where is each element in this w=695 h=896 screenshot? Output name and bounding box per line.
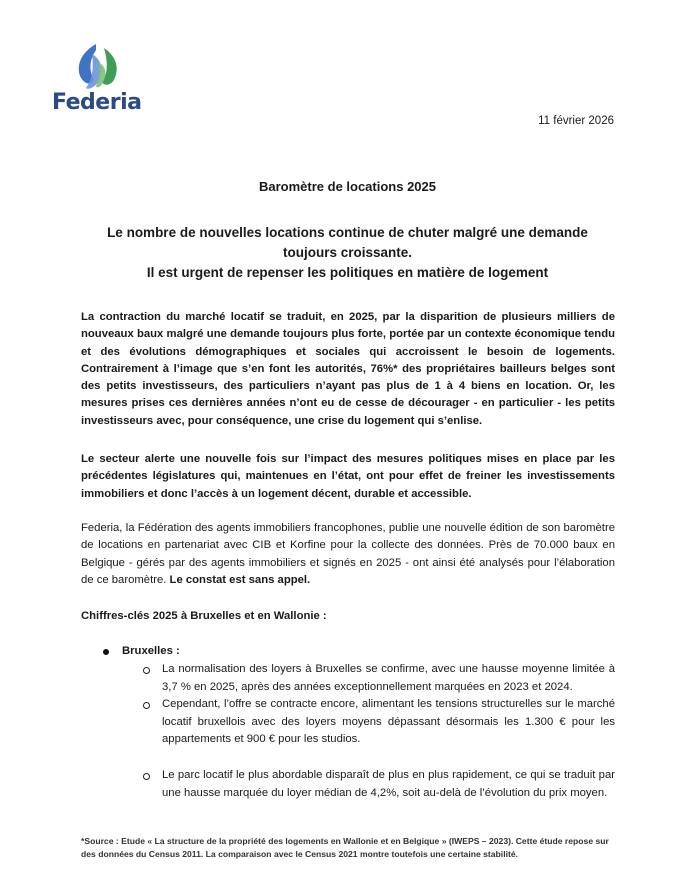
- subtitle-line: Le nombre de nouvelles locations continue de chuter malgré une demande: [107, 225, 588, 240]
- subtitle-line: Il est urgent de repenser les politiques en matière de logement: [146, 265, 549, 280]
- document-title: Baromètre de locations 2025: [258, 179, 437, 194]
- circle-bullet-icon: [143, 773, 150, 780]
- bullet-dot-icon: [103, 649, 109, 655]
- subtitle-line: toujours croissante.: [282, 245, 413, 260]
- leaf-emblem-icon: [68, 42, 124, 92]
- federia-paragraph-text: Federia, la Fédération des agents immobiliers francophones, publie une nouvelle édition de son baromètre de locations en partenariat avec CIB et Korfine pour la collecte des données. Près de 70.000 baux en Belgique - gérés par des agents immobiliers et signés en 2025 - ont ainsi été analysés pour l’élaboration de ce baromètre.: [81, 522, 615, 586]
- key-figures-heading: Chiffres-clés 2025 à Bruxelles et en Wallonie :: [81, 610, 327, 622]
- logo-wordmark: Federia: [52, 90, 142, 115]
- circle-bullet-icon: [143, 702, 150, 709]
- list-item: [143, 767, 615, 802]
- list-item-text: Cependant, l’offre se contracte encore, alimentant les tensions structurelles sur le marché locatif bruxellois avec des loyers moyens dépassant désormais les 1.300 € pour les appartements et 900 € pour les studios.: [162, 698, 615, 745]
- alert-paragraph: Le secteur alerte une nouvelle fois sur l’impact des mesures politiques mises en place par les précédentes législatures qui, maintenues en l’état, ont pour effet de freiner les investissements immobiliers et donc l’accès à un logement décent, durable et accessible.: [81, 453, 615, 500]
- document-subtitle: [60, 223, 635, 283]
- list-item-text: La normalisation des loyers à Bruxelles se confirme, avec une hausse moyenne limitée à 3,7 % en 2025, après des années exceptionnellement marquées en 2023 et 2024.: [162, 663, 615, 693]
- federia-logo: [50, 40, 150, 120]
- source-footnote: *Source : Etude « La structure de la propriété des logements en Wallonie et en Belgique » (IWEPS – 2023). Cette étude repose sur des données du Census 2011. La comparaison avec le Census 2021 montre toutefois une certaine stabilité.: [81, 836, 609, 859]
- federia-paragraph: [81, 520, 615, 589]
- intro-paragraph: La contraction du marché locatif se traduit, en 2025, par la disparition de plusieurs milliers de nouveaux baux malgré une demande toujours plus forte, portée par un contexte économique tendu et des évolutions démographiques et sociales qui accroissent le besoin de logements. Contrairement à l’image que s’en font les autorités, 76%* des propriétaires bailleurs belges sont des petits investisseurs, des particuliers n’ayant pas plus de 1 à 4 biens en location. Or, les mesures prises ces dernières années n’ont eu de cesse de décourager - en particulier - les petits investisseurs avec, pour conséquence, une crise du logement qui s’enlise.: [81, 311, 615, 427]
- list-item: [143, 661, 615, 696]
- bullet-label: Bruxelles :: [122, 645, 180, 657]
- document-date: 11 février 2026: [538, 115, 614, 127]
- circle-bullet-icon: [143, 667, 150, 674]
- list-item-text: Le parc locatif le plus abordable disparaît de plus en plus rapidement, ce qui se traduit par une hausse marquée du loyer médian de 4,2%, soit au-delà de l’évolution du prix moyen.: [162, 769, 615, 799]
- list-item: [143, 696, 615, 749]
- federia-paragraph-emphasis: Le constat est sans appel.: [169, 573, 311, 586]
